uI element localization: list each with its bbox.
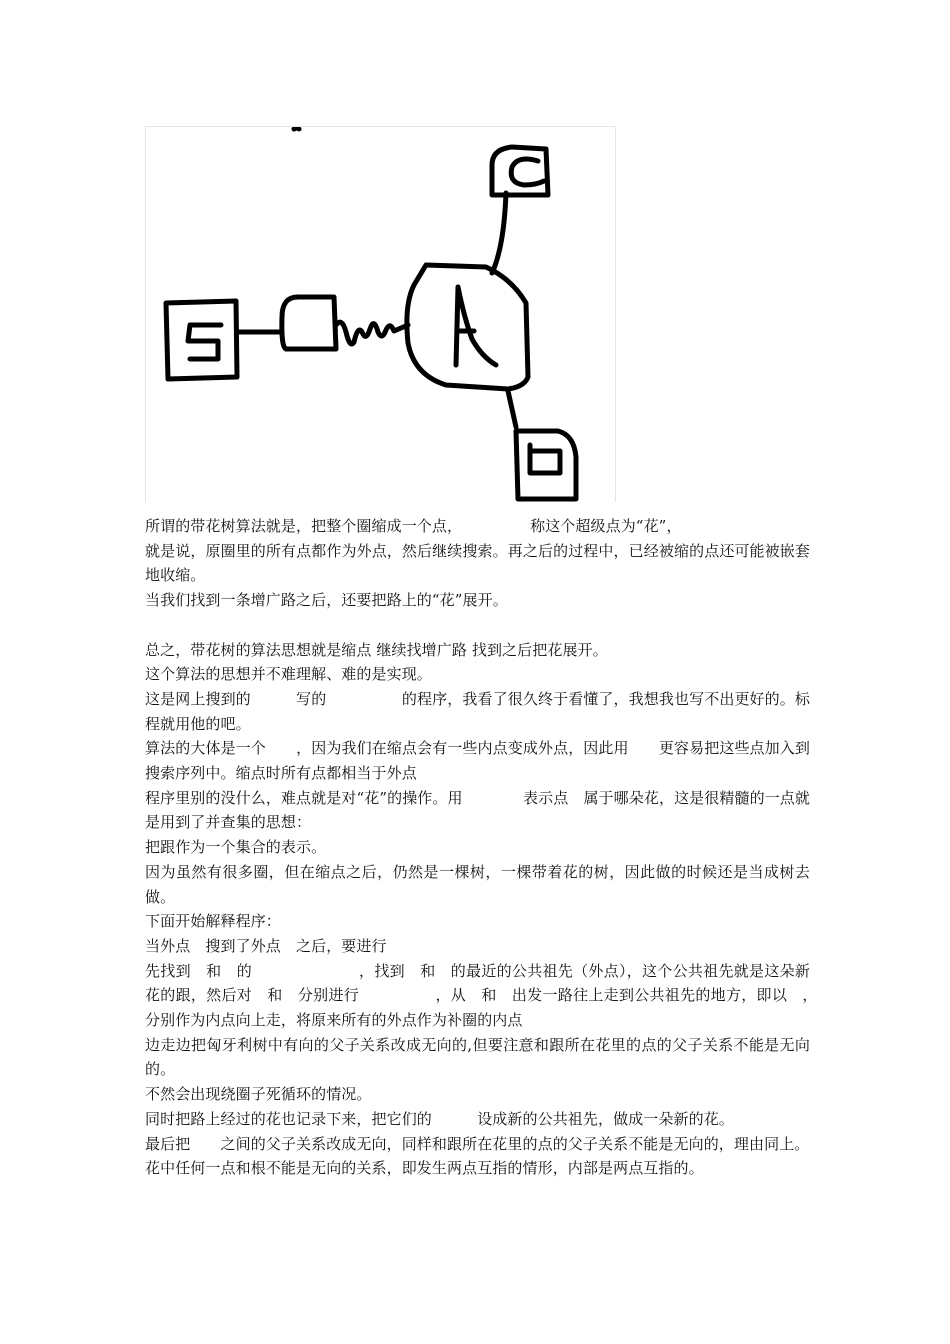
paragraph: 程序里别的没什么，难点就是对“花”的操作。用 表示点 属于哪朵花，这是很精髓的一点就是用到了并查集的思想： [145,788,810,832]
paragraph: 算法的大体是一个 ，因为我们在缩点会有一些内点变成外点，因此用 更容易把这些点加入到搜索序列中。缩点时所有点都相当于外点 [145,739,810,783]
b-node-glyph [530,445,560,473]
edge-unnamed-to-a [336,322,408,344]
paragraph: 这个算法的思想并不难理解、难的是实现。 [145,665,432,684]
a-node-glyph [456,287,496,365]
paragraph: 所谓的带花树算法就是，把整个圈缩成一个点， 称这个超级点为“花”， [145,517,682,535]
paragraph: 最后把 之间的父子关系改成无向，同样和跟所在花里的点的父子关系不能是无向的，理由同上。 [145,1134,810,1153]
paragraph: 总之，带花树的算法思想就是缩点 继续找增广路 找到之后把花展开。 [145,640,608,659]
paragraph: 同时把路上经过的花也记录下来，把它们的 设成新的公共祖先，做成一朵新的花。 [145,1109,734,1128]
s-node-glyph [188,325,221,359]
paragraph: 当外点 搜到了外点 之后，要进行 [145,936,387,955]
paragraph: 因为虽然有很多圈，但在缩点之后，仍然是一棵树，一棵带着花的树，因此做的时候还是当成树去做。 [145,862,810,906]
paragraph-blank [145,613,810,638]
edge-a-to-c [492,193,506,273]
blossom-drawing [146,127,615,502]
paragraph: 边走边把匈牙利树中有向的父子关系改成无向的,但要注意和跟所在花里的点的父子关系不能是无向的。 [145,1035,810,1079]
b-node-box [516,431,576,499]
stray-mark [294,128,299,129]
blossom-diagram [145,126,616,502]
paragraph: 当我们找到一条增广路之后，还要把路上的“花”展开。 [145,591,508,610]
paragraph: 这是网上搜到的 写的 的程序，我看了很久终于看懂了，我想我也写不出更好的。标程就用他的吧。 [145,689,810,733]
paragraph: 不然会出现绕圈子死循环的情况。 [145,1085,372,1104]
paragraph: 花中任何一点和根不能是无向的关系，即发生两点互指的情形，内部是两点互指的。 [145,1159,704,1178]
paragraph: 就是说，原圈里的所有点都作为外点，然后继续搜索。再之后的过程中，已经被缩的点还可能被嵌套地收缩。 [145,541,810,585]
paragraph: 先找到 和 的 ，找到 和 的最近的公共祖先（外点），这个公共祖先就是这朵新花的跟，然后对 和 分别进行 ，从 和 出发一路往上走到公共祖先的地方，即以 ， 分别作为内点向上走，将原来所有的外点作为补圈的内点 [145,961,826,1030]
unnamed-node-box [282,297,336,349]
c-node-glyph [511,159,544,185]
c-node-box [492,147,548,195]
paragraph: 下面开始解释程序： [145,912,281,931]
article-body [145,514,826,1181]
paragraph: 把跟作为一个集合的表示。 [145,838,327,857]
edge-a-to-b [508,391,516,427]
